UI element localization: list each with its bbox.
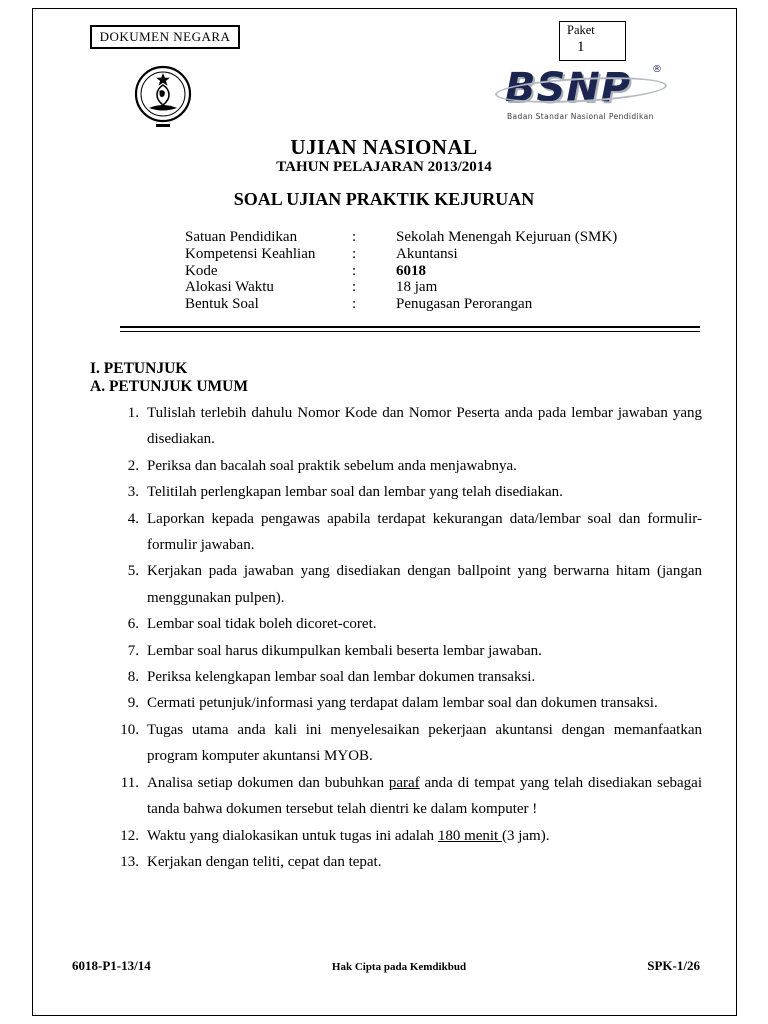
instruction-item (90, 558, 702, 611)
instruction-item (90, 479, 702, 505)
info-label: Bentuk Soal (185, 296, 259, 313)
tut-wuri-handayani-logo-icon (132, 58, 194, 139)
instruction-text: Laporkan kepada pengawas apabila terdapat kekurangan data/lembar soal dan formulir-formulir jawaban. (147, 510, 702, 554)
exam-subtitle: SOAL UJIAN PRAKTIK KEJURUAN (233, 189, 535, 209)
bsnp-wordmark (505, 66, 680, 110)
info-row (185, 296, 617, 313)
instruction-number: 13. (120, 853, 139, 870)
bsnp-logo (505, 66, 680, 121)
registered-trademark-icon: ® (652, 64, 662, 75)
page-footer (72, 958, 700, 974)
instruction-text: Waktu yang dialokasikan untuk tugas ini adalah 180 menit (3 jam). (147, 827, 550, 844)
instruction-number: 6. (127, 616, 139, 633)
instruction-number: 11. (120, 774, 139, 791)
instruction-number: 8. (127, 669, 139, 686)
instruction-text: Periksa kelengkapan lembar soal dan lembar dokumen transaksi. (147, 669, 536, 686)
instruction-text: Periksa dan bacalah soal praktik sebelum anda menjawabnya. (147, 457, 517, 474)
instruction-item (90, 717, 702, 770)
instruction-text: Kerjakan dengan teliti, cepat dan tepat. (147, 853, 382, 870)
instruction-item (90, 638, 702, 664)
bsnp-letters: BSNP (505, 65, 632, 111)
info-separator: : (352, 296, 357, 313)
separator-double-rule (120, 326, 700, 332)
instruction-item (90, 770, 702, 823)
instruction-item (90, 823, 702, 849)
instruction-text: Analisa setiap dokumen dan bubuhkan paraf anda di tempat yang telah disediakan sebagai tanda bahwa dokumen tersebut telah dientri ke dalam komputer ! (147, 774, 702, 818)
info-value: Penugasan Perorangan (396, 296, 533, 313)
info-value: 18 jam (396, 279, 438, 296)
instruction-item (90, 849, 702, 875)
instruction-number: 1. (127, 405, 139, 421)
instruction-number: 3. (127, 484, 139, 501)
instruction-number: 10. (120, 721, 139, 738)
instruction-item (90, 611, 702, 637)
instruction-item (90, 453, 702, 479)
info-row (185, 279, 617, 296)
info-label: Alokasi Waktu (185, 279, 274, 296)
bsnp-subtitle: Badan Standar Nasional Pendidikan (507, 112, 654, 121)
instruction-text: Lembar soal tidak boleh dicoret-coret. (147, 616, 377, 633)
instruction-text: Tugas utama anda kali ini menyelesaikan pekerjaan akuntansi dengan memanfaatkan program komputer akuntansi MYOB. (147, 721, 702, 765)
instruction-text: Lembar soal harus dikumpulkan kembali beserta lembar jawaban. (147, 642, 542, 659)
info-table (185, 229, 617, 313)
info-value: Akuntansi (396, 245, 458, 262)
footer-copyright: Hak Cipta pada Kemdikbud (331, 961, 467, 973)
footer-doc-code: 6018-P1-13/14 (72, 958, 151, 973)
instruction-item (90, 664, 702, 690)
instruction-text: Kerjakan pada jawaban yang disediakan dengan ballpoint yang berwarna hitam (jangan menggunakan pulpen). (147, 563, 702, 606)
info-row (185, 246, 617, 263)
instruction-number: 2. (127, 457, 139, 474)
info-separator: : (352, 279, 357, 296)
instruction-text: Cermati petunjuk/informasi yang terdapat dalam lembar soal dan dokumen transaksi. (147, 695, 658, 712)
document-state-label: DOKUMEN NEGARA (90, 25, 240, 49)
info-row (185, 263, 617, 280)
instruction-item (90, 400, 702, 453)
instruction-number: 7. (127, 642, 139, 659)
instruction-text: Tulislah terlebih dahulu Nomor Kode dan Nomor Peserta anda pada lembar jawaban yang disediakan. (147, 405, 702, 448)
instructions-list (90, 400, 702, 875)
packet-number: 1 (577, 39, 585, 55)
info-separator: : (352, 262, 357, 279)
instruction-number: 4. (127, 510, 139, 527)
instruction-number: 9. (127, 695, 139, 712)
instruction-number: 5. (127, 563, 139, 580)
info-separator: : (352, 245, 357, 262)
instruction-item (90, 506, 702, 559)
footer-page-code: SPK-1/26 (647, 958, 700, 973)
packet-box (559, 21, 626, 61)
instruction-item (90, 690, 702, 716)
info-separator: : (352, 229, 357, 245)
info-row (185, 229, 617, 246)
exam-year: TAHUN PELAJARAN 2013/2014 (276, 159, 492, 175)
info-label: Satuan Pendidikan (185, 229, 298, 245)
info-value: Sekolah Menengah Kejuruan (SMK) (396, 229, 618, 245)
info-label: Kode (185, 262, 218, 279)
packet-label: Paket (567, 23, 595, 37)
instruction-text: Telitilah perlengkapan lembar soal dan lembar yang telah disediakan. (147, 484, 563, 501)
info-value: 6018 (396, 262, 426, 279)
subsection-title: A. PETUNJUK UMUM (90, 378, 248, 395)
instruction-number: 12. (120, 827, 139, 844)
info-label: Kompetensi Keahlian (185, 245, 316, 262)
section-title: I. PETUNJUK (90, 360, 188, 377)
exam-title: UJIAN NASIONAL (290, 135, 478, 159)
